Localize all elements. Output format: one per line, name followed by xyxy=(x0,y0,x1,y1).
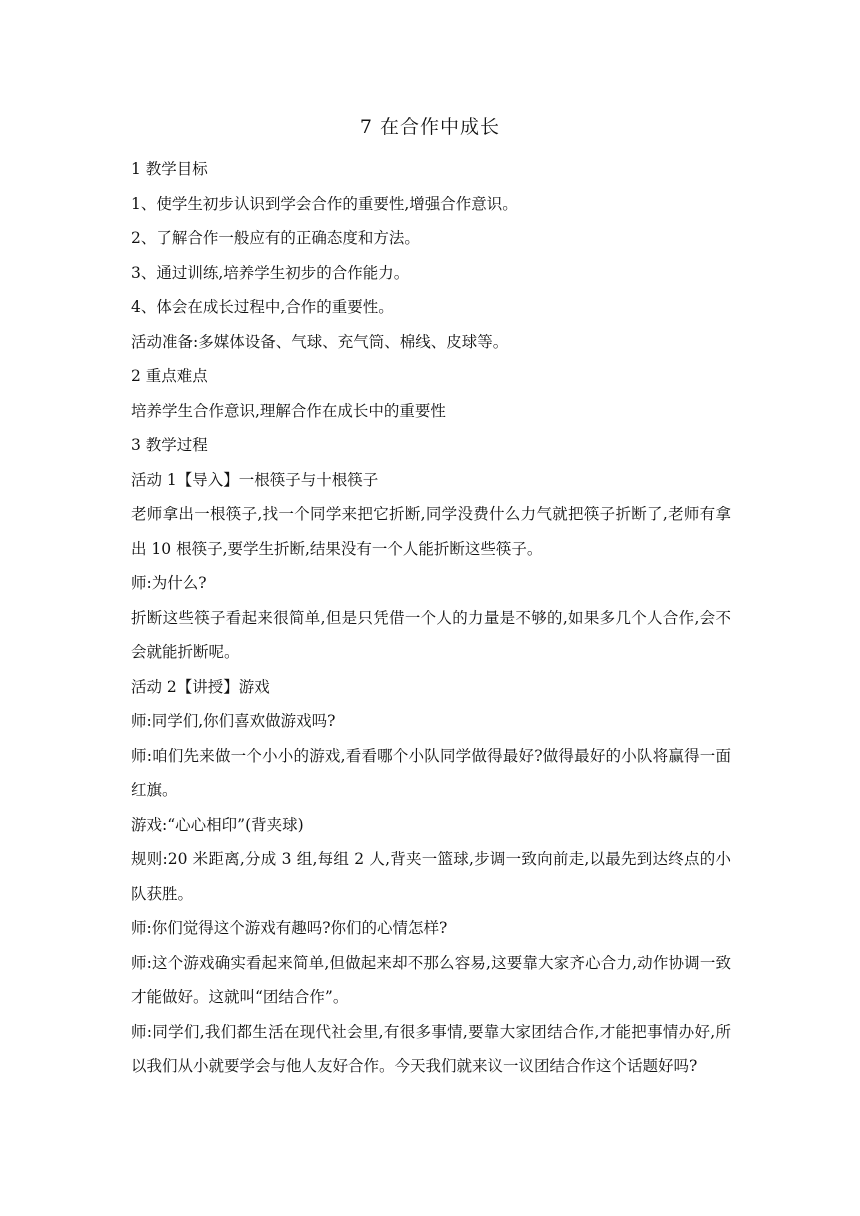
paragraph: 游戏:“心心相印”(背夹球) xyxy=(131,815,304,834)
objective-item-3: 3、通过训练,培养学生初步的合作能力。 xyxy=(131,263,410,282)
key-points-text: 培养学生合作意识,理解合作在成长中的重要性 xyxy=(131,401,446,420)
document-title: 7 在合作中成长 xyxy=(359,116,501,138)
paragraph: 老师拿出一根筷子,找一个同学来把它折断,同学没费什么力气就把筷子折断了,老师有拿出 10 根筷子,要学生折断,结果没有一个人能折断这些筷子。 xyxy=(131,505,731,558)
paragraph: 规则:20 米距离,分成 3 组,每组 2 人,背夹一篮球,步调一致向前走,以最先到达终点的小队获胜。 xyxy=(131,850,731,903)
paragraph: 师:同学们,你们喜欢做游戏吗? xyxy=(131,712,336,730)
activity-1-heading: 活动 1【导入】一根筷子与十根筷子 xyxy=(131,470,379,489)
activity-2-heading: 活动 2【讲授】游戏 xyxy=(131,677,270,696)
objective-item-2: 2、了解合作一般应有的正确态度和方法。 xyxy=(131,229,420,247)
section-heading-objectives: 1 教学目标 xyxy=(131,160,208,178)
paragraph: 师:咱们先来做一个小小的游戏,看看哪个小队同学做得最好?做得最好的小队将赢得一面红旗。 xyxy=(131,746,731,799)
document-body xyxy=(131,152,731,1084)
paragraph: 师:你们觉得这个游戏有趣吗?你们的心情怎样? xyxy=(131,919,448,937)
paragraph: 折断这些筷子看起来很简单,但是只凭借一个人的力量是不够的,如果多几个人合作,会不会就能折断呢。 xyxy=(131,608,731,661)
paragraph: 师:这个游戏确实看起来简单,但做起来却不那么容易,这要靠大家齐心合力,动作协调一致才能做好。这就叫“团结合作”。 xyxy=(131,953,731,1006)
objective-item-4: 4、体会在成长过程中,合作的重要性。 xyxy=(131,298,394,316)
paragraph: 师:为什么? xyxy=(131,574,207,592)
objective-item-1: 1、使学生初步认识到学会合作的重要性,增强合作意识。 xyxy=(131,194,518,213)
activity-preparation: 活动准备:多媒体设备、气球、充气筒、棉线、皮球等。 xyxy=(131,332,509,351)
section-heading-process: 3 教学过程 xyxy=(131,436,208,454)
section-heading-key-points: 2 重点难点 xyxy=(131,367,208,385)
paragraph: 师:同学们,我们都生活在现代社会里,有很多事情,要靠大家团结合作,才能把事情办好,所以我们从小就要学会与他人友好合作。今天我们就来议一议团结合作这个话题好吗? xyxy=(131,1022,731,1075)
